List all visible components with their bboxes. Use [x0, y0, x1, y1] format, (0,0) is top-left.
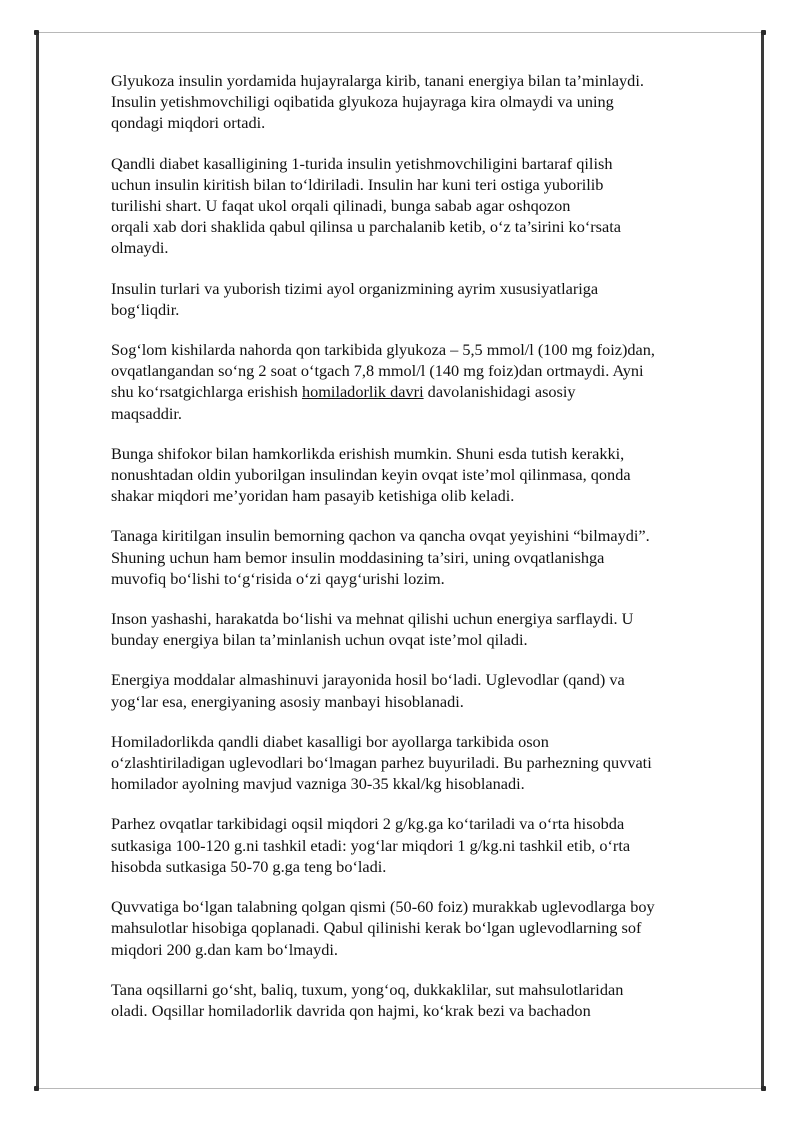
paragraph-with-link: [111, 339, 761, 424]
paragraph: Tanaga kiritilgan insulin bemorning qachon va qancha ovqat yeyishini “bilmaydi”. Shuning uchun ham bemor insulin moddasining ta’siri, uning ovqatlanishga muvofiq bo‘lishi to‘g‘risida o‘zi qayg‘urishi lozim.: [111, 526, 650, 588]
page-bottom-rule: [36, 1088, 764, 1089]
paragraph: Quvvatiga bo‘lgan talabning qolgan qismi (50-60 foiz) murakkab uglevodlarga boy mahsulotlar hisobiga qoplanadi. Qabul qilinishi kerak bo‘lgan uglevodlarning sof miqdori 200 g.dan kam bo‘lmaydi.: [111, 897, 655, 959]
corner-mark-bottom-right: [761, 1086, 766, 1091]
corner-mark-top-right: [761, 30, 766, 35]
paragraph-text: davolanishidagi asosiy maqsaddir.: [111, 382, 576, 423]
paragraph: Energiya moddalar almashinuvi jarayonida hosil bo‘ladi. Uglevodlar (qand) va yog‘lar esa, energiyaning asosiy manbayi hisoblanadi.: [111, 670, 625, 711]
paragraph-text: Sog‘lom kishilarda nahorda qon tarkibida glyukoza – 5,5 mmol/l (100 mg foiz)dan, ovqatlangandan so‘ng 2 soat o‘tgach 7,8 mmol/l (140 mg foiz)dan ortmaydi. Ayni shu ko‘rsatgichlarga erishish: [111, 340, 655, 402]
paragraph: Inson yashashi, harakatda bo‘lishi va mehnat qilishi uchun energiya sarflaydi. U bunday energiya bilan ta’minlanish uchun ovqat iste’mol qiladi.: [111, 609, 634, 650]
page-top-rule: [36, 32, 764, 33]
paragraph: Parhez ovqatlar tarkibidagi oqsil miqdori 2 g/kg.ga ko‘tariladi va o‘rta hisobda sutkasiga 100-120 g.ni tashkil etadi: yog‘lar miqdori 1 g/kg.ni tashkil etib, o‘rta hisobda sutkasiga 50-70 g.ga teng bo‘ladi.: [111, 814, 631, 876]
paragraph: Tana oqsillarni go‘sht, baliq, tuxum, yong‘oq, dukkaklilar, sut mahsulotlaridan oladi. Oqsillar homiladorlik davrida qon hajmi, ko‘krak bezi va bachadon: [111, 979, 624, 1020]
paragraph: Glyukoza insulin yordamida hujayralarga kirib, tanani energiya bilan ta’minlaydi. Insulin yetishmovchiligi oqibatida glyukoza hujayraga kira olmaydi va uning qondagi miqdori ortadi.: [111, 71, 644, 133]
corner-mark-top-left: [34, 30, 39, 35]
homiladorlik-davri-link[interactable]: homiladorlik davri: [301, 382, 424, 402]
corner-mark-bottom-left: [34, 1086, 39, 1091]
paragraph: Qandli diabet kasalligining 1-turida insulin yetishmovchiligini bartaraf qilish uchun insulin kiritish bilan to‘ldiriladi. Insulin har kuni teri ostiga yuborilib turilishi shart. U faqat ukol orqali qilinadi, bunga sabab agar oshqozon orqali xab dori shaklida qabul qilinsa u parchalanib ketib, o‘z ta’sirini ko‘rsata olmaydi.: [111, 153, 621, 258]
paragraph: Insulin turlari va yuborish tizimi ayol organizmining ayrim xususiyatlariga bog‘liqdir.: [111, 278, 599, 319]
paragraph: Homiladorlikda qandli diabet kasalligi bor ayollarga tarkibida oson o‘zlashtiriladigan uglevodlari bo‘lmagan parhez buyuriladi. Bu parhezning quvvati homilador ayolning mavjud vazniga 30-35 kkal/kg hisoblanadi.: [111, 731, 652, 794]
document-body: [111, 70, 761, 1040]
paragraph: Bunga shifokor bilan hamkorlikda erishish mumkin. Shuni esda tutish kerakki, nonushtadan oldin yuborilgan insulindan keyin ovqat iste’mol qilinmasa, qonda shakar miqdori me’yoridan ham pasayib ketishiga olib keladi.: [111, 443, 631, 506]
